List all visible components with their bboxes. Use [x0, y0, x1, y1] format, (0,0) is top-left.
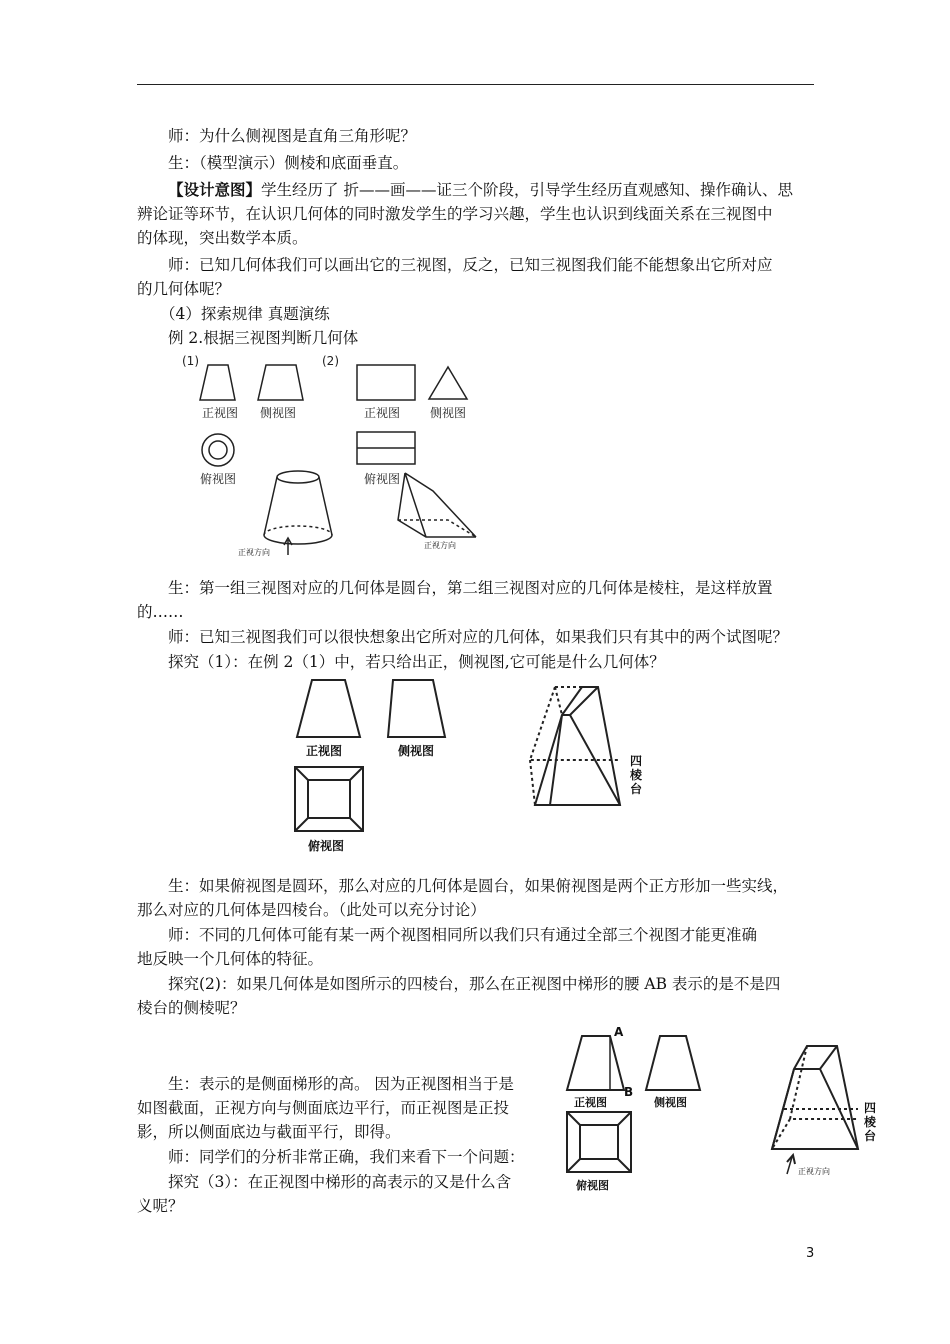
paragraph: 义呢？: [137, 1197, 184, 1215]
prism-hidden-edges: [398, 520, 476, 537]
frustum-edges: [772, 1046, 858, 1149]
frustum-edges: [535, 715, 620, 805]
front-view-trapezoid: [297, 680, 360, 737]
paragraph: 师：同学们的分析非常正确，我们来看下一个问题：: [168, 1148, 525, 1166]
frustum-base-back: [264, 526, 332, 535]
top-view-outer-circle: [202, 434, 234, 466]
text-span: 学生经历了 折——画——证三个阶段，引导学生经历直观感知、操作确认、思: [261, 181, 793, 199]
prism-solid: [398, 473, 476, 537]
paragraph: 探究（1）：在例 2（1）中，若只给出正，侧视图,它可能是什么几何体？: [168, 653, 665, 671]
point-a-label: A: [614, 1025, 624, 1039]
exploration2-figure: [562, 1024, 882, 1204]
header-rule: [137, 84, 814, 85]
paragraph: 的体现，突出数学本质。: [137, 229, 308, 247]
side-view-trapezoid: [646, 1036, 700, 1090]
paragraph: 生：（模型演示）侧棱和底面垂直。: [168, 154, 409, 172]
side-view-trapezoid: [258, 365, 303, 400]
front-view-label: 正视图: [306, 744, 343, 758]
solid-label-char: 棱: [630, 768, 643, 782]
top-view-diagonals: [567, 1112, 631, 1172]
view-direction-label: 正视方向: [798, 1167, 830, 1176]
side-view-label: 侧视图: [430, 406, 467, 420]
top-view-label: 俯视图: [308, 839, 345, 853]
paragraph: [168, 178, 793, 202]
paragraph: 生：表示的是侧面梯形的高。 因为正视图相当于是: [168, 1075, 514, 1093]
top-view-diagonals: [295, 767, 363, 831]
solid-label-char: 四: [630, 754, 643, 768]
paragraph: 棱台的侧棱呢？: [137, 999, 246, 1017]
solid-label-char: 台: [630, 782, 643, 796]
paragraph: 探究(2)：如果几何体是如图所示的四棱台，那么在正视图中梯形的腰 AB 表示的是不是四: [168, 975, 781, 993]
solid-label-char: 四: [864, 1101, 877, 1115]
frustum-hidden-edges: [772, 1046, 858, 1149]
paragraph: 如图截面，正视方向与侧面底边平行，而正视图是正投: [137, 1099, 510, 1117]
paragraph: 影，所以侧面底边与截面平行，即得。: [137, 1123, 401, 1141]
frustum-hidden-edges: [530, 687, 620, 805]
exploration1-figure: [290, 675, 670, 865]
paragraph: 探究（3）：在正视图中梯形的高表示的又是什么含: [168, 1173, 512, 1191]
paragraph: 师：不同的几何体可能有某一两个视图相同所以我们只有通过全部三个视图才能更准确: [168, 926, 758, 944]
paragraph: 师：已知三视图我们可以很快想象出它所对应的几何体，如果我们只有其中的两个试图呢？: [168, 628, 789, 646]
example2-figure: [180, 355, 480, 555]
prism-side-view: [429, 367, 467, 399]
paragraph: 师：为什么侧视图是直角三角形呢？: [168, 127, 417, 145]
paragraph: 的几何体呢？: [137, 280, 231, 298]
side-view-label: 侧视图: [398, 744, 435, 758]
label-2: (2): [322, 354, 339, 368]
front-view-trapezoid: [200, 365, 235, 400]
side-view-label: 侧视图: [654, 1096, 687, 1109]
top-view-label: 俯视图: [364, 472, 401, 486]
top-view-inner-circle: [209, 441, 227, 459]
top-view-inner-square: [580, 1125, 618, 1159]
design-intent-label: 【设计意图】: [168, 180, 262, 199]
solid-label-char: 棱: [864, 1115, 877, 1129]
frustum-top-ellipse: [277, 471, 319, 483]
point-b-label: B: [624, 1085, 634, 1099]
paragraph: 生：如果俯视图是圆环，那么对应的几何体是圆台，如果俯视图是两个正方形加一些实线，: [168, 877, 789, 895]
paragraph: 那么对应的几何体是四棱台。（此处可以充分讨论）: [137, 901, 486, 919]
paragraph: 生：第一组三视图对应的几何体是圆台，第二组三视图对应的几何体是棱柱，是这样放置: [168, 579, 773, 597]
label-1: (1): [182, 354, 199, 368]
paragraph: 辨论证等环节，在认识几何体的同时激发学生的学习兴趣，学生也认识到线面关系在三视图中: [137, 205, 773, 223]
paragraph: 师：已知几何体我们可以画出它的三视图，反之，已知三视图我们能不能想象出它所对应: [168, 256, 773, 274]
top-view-inner-square: [308, 780, 350, 818]
front-view-label: 正视图: [364, 406, 401, 420]
view-direction-label: 正视方向: [424, 541, 456, 550]
paragraph: 例 2.根据三视图判断几何体: [168, 329, 359, 347]
front-view-label: 正视图: [202, 406, 239, 420]
paragraph: 的……: [137, 603, 184, 621]
solid-label-char: 台: [864, 1129, 877, 1143]
view-direction-label: 正视方向: [238, 548, 270, 557]
paragraph: 地反映一个几何体的特征。: [137, 950, 324, 968]
side-view-trapezoid: [388, 680, 445, 737]
prism-front-view: [357, 365, 415, 400]
top-view-label: 俯视图: [576, 1179, 609, 1192]
frustum-solid: [772, 1046, 858, 1149]
front-view-trapezoid: [567, 1036, 624, 1090]
side-view-label: 侧视图: [260, 406, 297, 420]
front-view-label: 正视图: [574, 1096, 607, 1109]
paragraph: （4）探索规律 真题演练: [160, 305, 330, 323]
frustum-base-front: [264, 535, 332, 544]
page-number: 3: [806, 1246, 815, 1261]
top-view-label: 俯视图: [200, 472, 237, 486]
